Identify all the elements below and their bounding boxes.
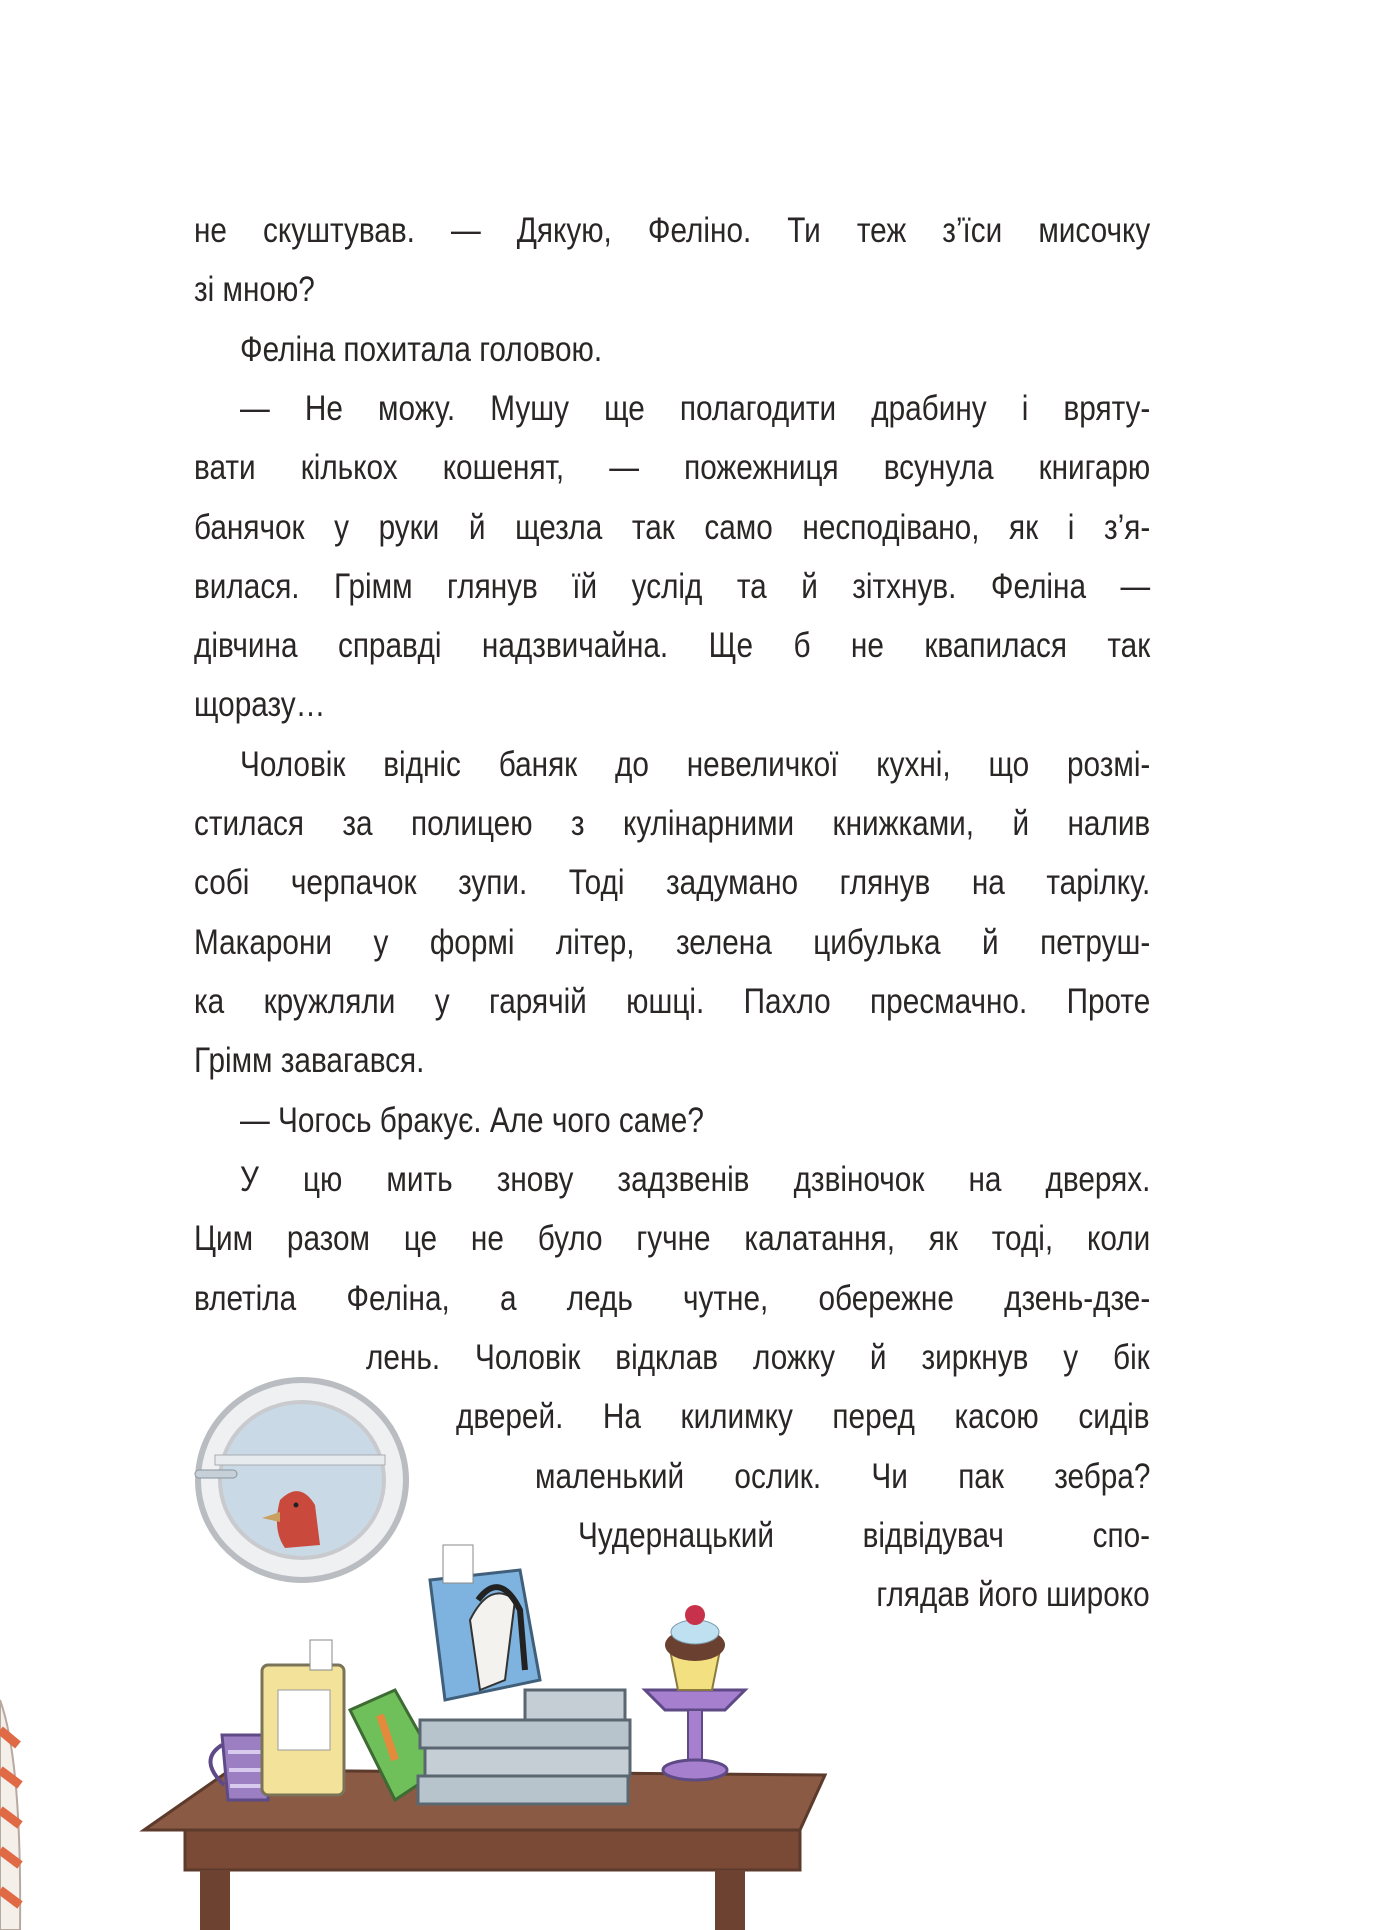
line-text: Макарони у формі літер, зелена цибулька й петруш- (194, 923, 1151, 962)
text-line (194, 557, 1150, 617)
text-line (194, 853, 1150, 913)
text-line (240, 735, 1150, 795)
line-text: Грімм завагався. (194, 1041, 425, 1080)
text-line (194, 616, 1150, 676)
text-line (240, 1091, 1150, 1151)
laptop-with-zebra (430, 1545, 540, 1700)
line-text: стилася за полицею з кулінарними книжками, й налив (194, 804, 1151, 843)
line-text: лень. Чоловік відклав ложку й зиркнув у бік (366, 1338, 1150, 1377)
line-text: влетіла Феліна, а ледь чутне, обережне дзень-дзе- (194, 1279, 1151, 1318)
striped-figure (0, 1700, 20, 1930)
text-line (194, 498, 1150, 558)
line-text: глядав його широко (876, 1575, 1150, 1614)
line-text: не скуштував. — Дякую, Феліно. Ти теж з’їси мисочку (194, 211, 1151, 250)
line-text: — Чогось бракує. Але чого саме? (240, 1101, 704, 1140)
line-text: вилася. Грімм глянув їй услід та й зітхнув. Феліна — (194, 567, 1151, 606)
line-text: У цю мить знову задзвенів дзвіночок на дверях. (240, 1160, 1151, 1199)
line-text: маленький ослик. Чи пак зебра? (535, 1457, 1151, 1496)
line-text: вати кількох кошенят, — пожежниця всунула книгарю (194, 448, 1151, 487)
text-line (194, 201, 1150, 261)
round-window (195, 1380, 406, 1580)
line-text: дівчина справді надзвичайна. Ще б не квапилася так (194, 626, 1151, 665)
line-text: ка кружляли у гарячій юшці. Пахло пресмачно. Проте (194, 982, 1151, 1021)
text-line (194, 972, 1150, 1032)
line-text: Чоловік відніс баняк до невеличкої кухні, що розмі- (240, 745, 1151, 784)
line-text: Чудернацький відвідувач спо- (578, 1516, 1151, 1555)
text-line (240, 320, 1150, 380)
text-line (194, 260, 1150, 320)
line-text: Цим разом це не було гучне калатання, як тоді, коли (194, 1219, 1151, 1258)
shop-illustration (0, 1360, 1378, 1930)
line-text: — Не можу. Мушу ще полагодити драбину і вряту- (240, 389, 1151, 428)
text-line (194, 1209, 1150, 1269)
line-text: зі мною? (194, 270, 315, 309)
text-line (194, 675, 1150, 735)
line-text: дверей. На килимку перед касою сидів (456, 1397, 1150, 1436)
text-line (194, 438, 1150, 498)
line-text: собі черпачок зупи. Тоді задумано глянув на тарілку. (194, 863, 1151, 902)
text-line (194, 1269, 1150, 1329)
yellow-book (262, 1640, 344, 1795)
text-line (194, 913, 1150, 973)
book-stack (418, 1690, 630, 1804)
cupcake-stand (645, 1605, 745, 1780)
line-text: банячок у руки й щезла так само несподівано, як і з’я- (194, 508, 1151, 547)
text-line (240, 379, 1150, 439)
text-line (194, 1031, 1150, 1091)
text-line (194, 794, 1150, 854)
line-text: щоразу… (194, 685, 326, 724)
text-line (240, 1150, 1150, 1210)
line-text: Феліна похитала головою. (240, 330, 603, 369)
